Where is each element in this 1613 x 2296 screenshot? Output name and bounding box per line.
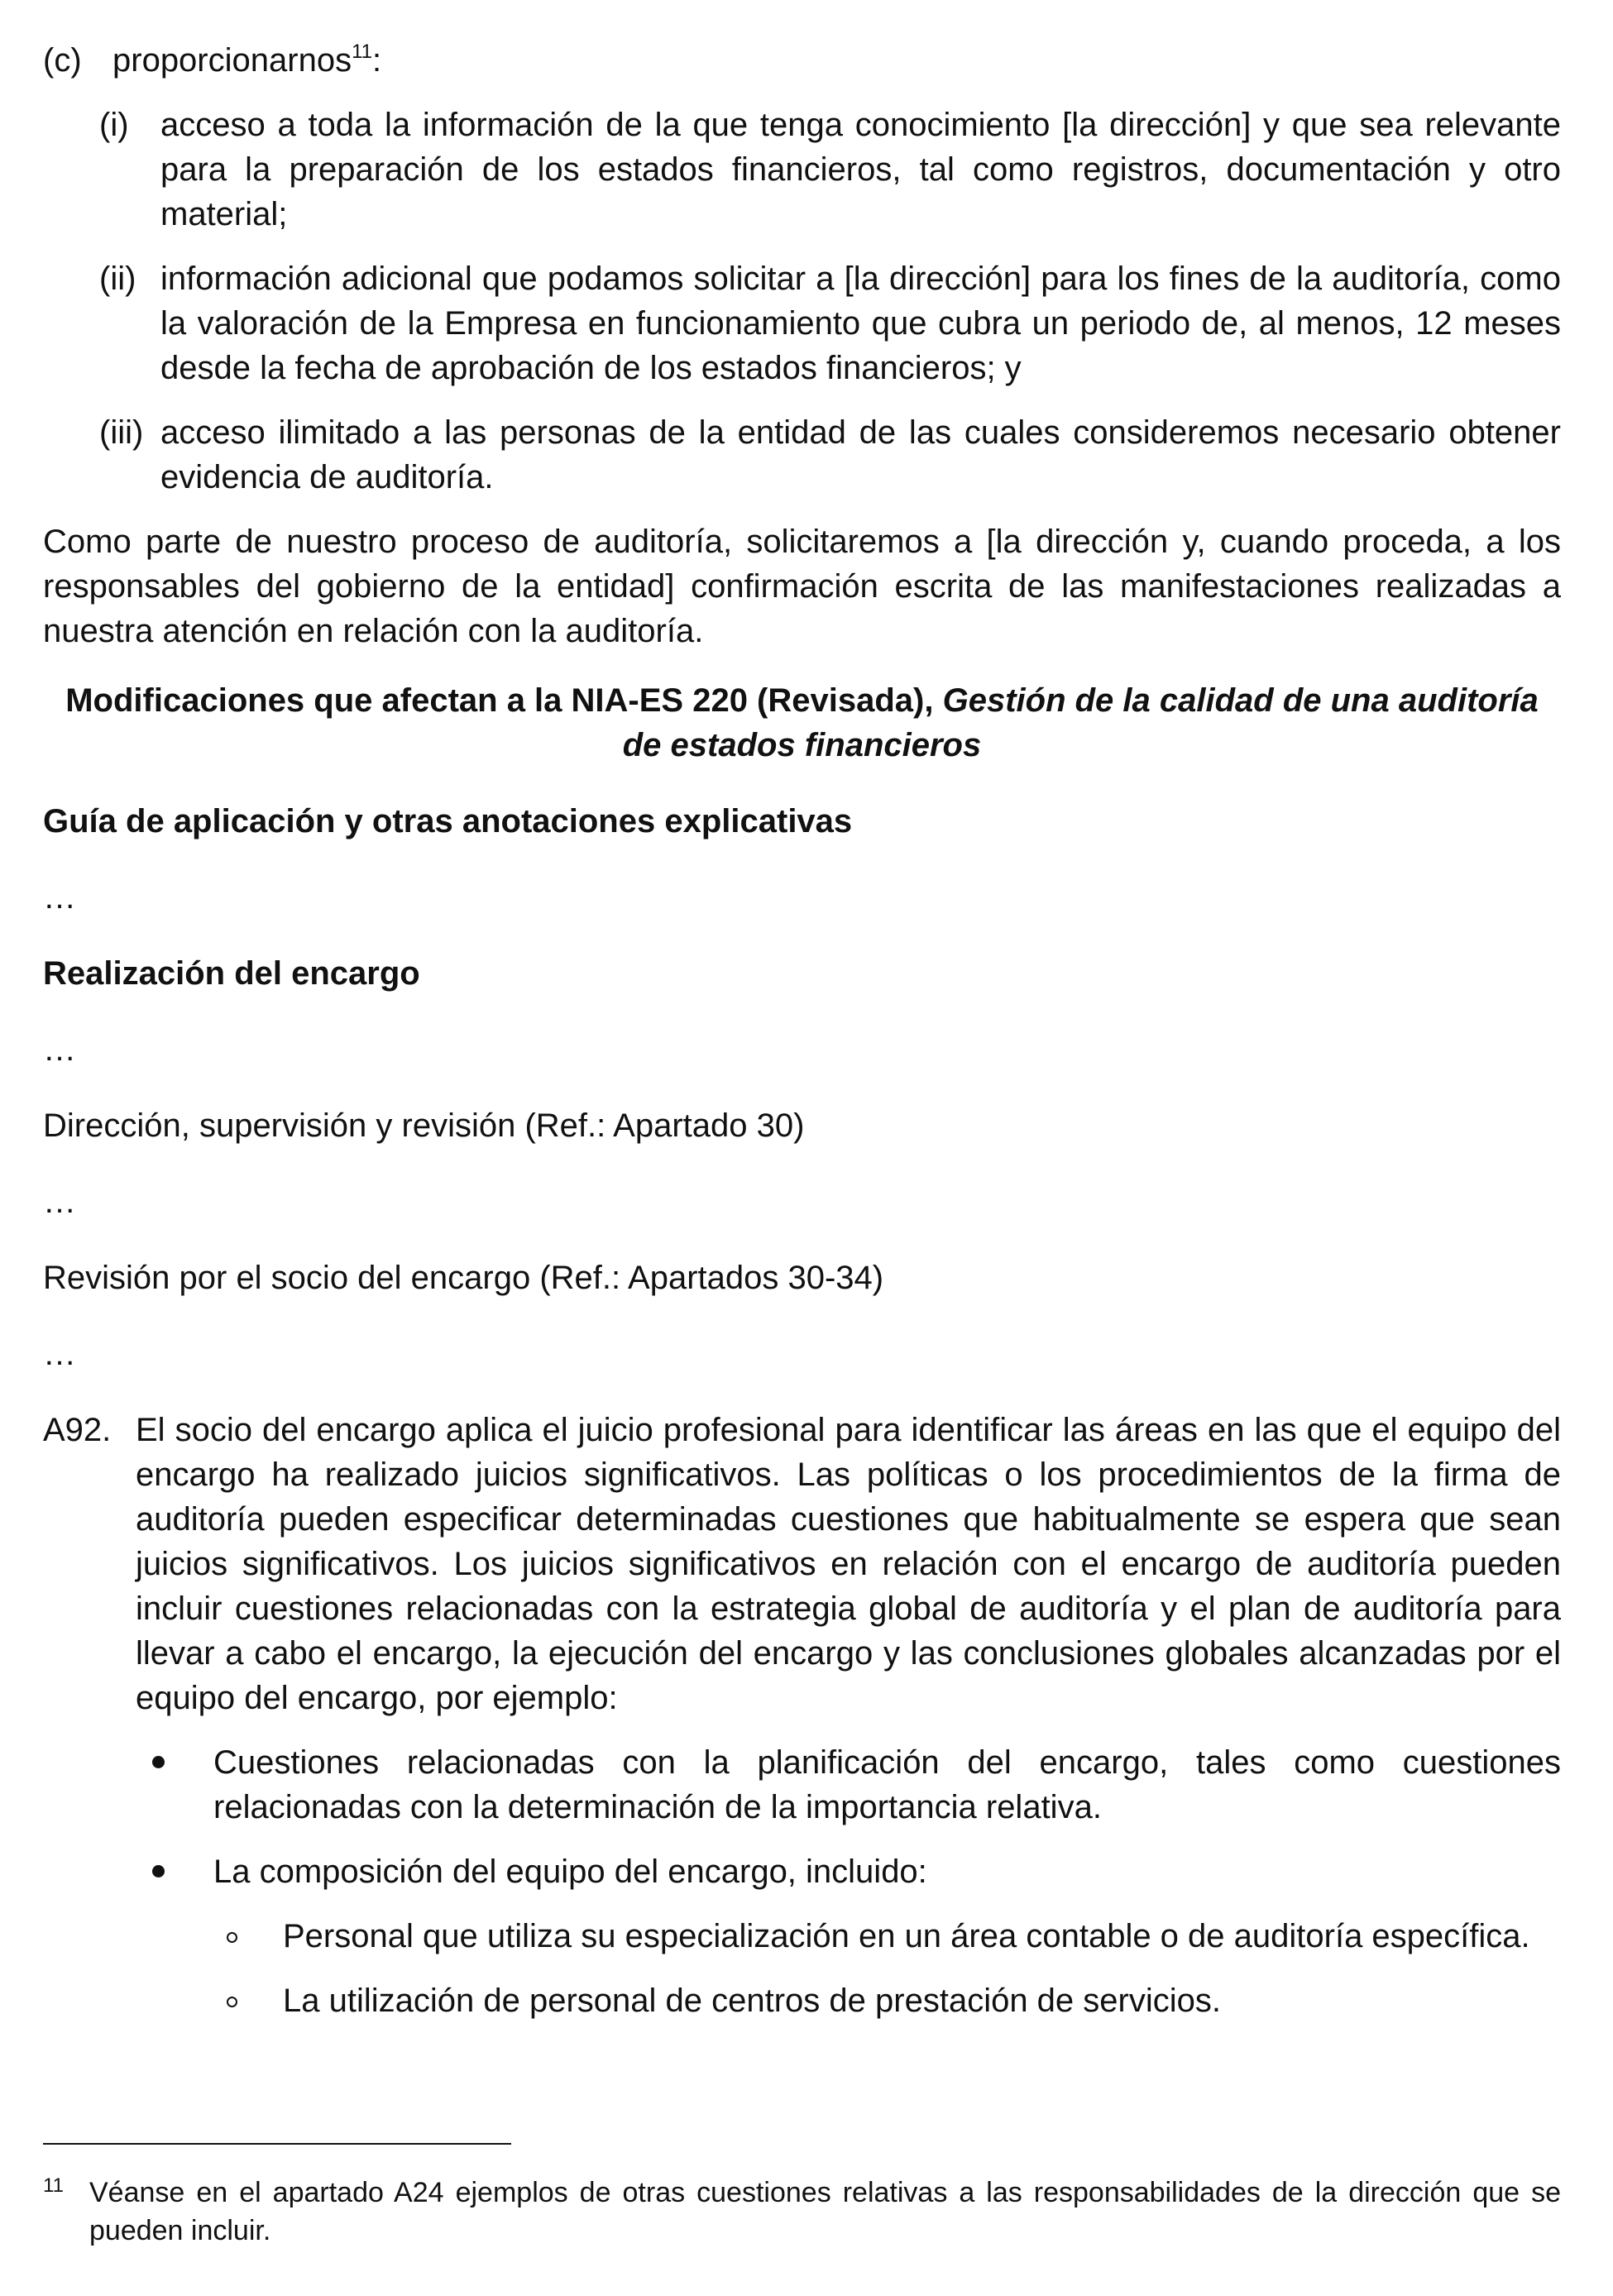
list-item-i <box>99 103 1561 237</box>
ellipsis: … <box>43 879 77 916</box>
list-item-text: información adicional que podamos solicitar a [la dirección] para los fines de la auditoría, como la valoración de la Empresa en funcionamiento que cubra un periodo de, al menos, 12 meses desde la fecha de aprobación de los estados financieros; y <box>160 261 1561 386</box>
bullet-text: La composición del equipo del encargo, incluido: <box>213 1854 927 1890</box>
line-direction-supervision: Dirección, supervisión y revisión (Ref.: Apartado 30) <box>43 1107 805 1144</box>
sub-bullet-item <box>213 1978 1561 2023</box>
footnote <box>43 2174 1561 2250</box>
paragraph-label: A92. <box>43 1412 112 1448</box>
list-label: (c) <box>43 42 82 79</box>
sub-bullet-item <box>213 1914 1561 1959</box>
section-heading: Modificaciones que afectan a la NIA-ES 220 (Revisada), Gestión de la calidad de una auditoría de estados financieros <box>65 682 1539 763</box>
bullet-item <box>136 1849 1561 1894</box>
paragraph-a92 <box>43 1408 1561 1720</box>
document-body <box>43 38 1561 2043</box>
bullet-text: Cuestiones relacionadas con la planificación del encargo, tales como cuestiones relacionadas con la determinación de la importancia relativa. <box>213 1744 1561 1825</box>
ellipsis: … <box>43 1184 77 1220</box>
list-item-text: acceso a toda la información de la que tenga conocimiento [la dirección] y que sea relevante para la preparación de los estados financieros, tal como registros, documentación y otro material; <box>160 107 1561 232</box>
subheading-engagement-performance: Realización del encargo <box>43 955 420 992</box>
ellipsis: … <box>43 1031 77 1068</box>
list-label: (ii) <box>99 261 136 297</box>
roman-list <box>99 103 1561 500</box>
list-item-ii <box>99 256 1561 390</box>
list-item-c <box>43 38 1561 83</box>
list-label: (iii) <box>99 414 144 451</box>
paragraph-confirmation: Como parte de nuestro proceso de auditoría, solicitaremos a [la dirección y, cuando proceda, a los responsables del gobierno de la entidad] confirmación escrita de las manifestaciones realizadas a nuestra atención en relación con la auditoría. <box>43 524 1561 649</box>
footnote-number: 11 <box>43 2174 64 2197</box>
line-partner-review: Revisión por el socio del encargo (Ref.: Apartados 30-34) <box>43 1260 884 1296</box>
list-item-text: acceso ilimitado a las personas de la entidad de las cuales consideremos necesario obtener evidencia de auditoría. <box>160 414 1561 495</box>
list-item-iii <box>99 410 1561 500</box>
footnote-separator <box>43 2143 511 2145</box>
ellipsis: … <box>43 1336 77 1372</box>
bullet-item <box>136 1740 1561 1830</box>
list-label: (i) <box>99 107 129 143</box>
footnote-reference[interactable]: 11 <box>352 41 372 63</box>
footnote-text: Véanse en el apartado A24 ejemplos de otras cuestiones relativas a las responsabilidades de la dirección que se pueden incluir. <box>89 2177 1561 2246</box>
sub-bullet-text: Personal que utiliza su especialización en un área contable o de auditoría específica. <box>283 1918 1530 1954</box>
bullet-list <box>136 1740 1561 2023</box>
sub-bullet-text: La utilización de personal de centros de prestación de servicios. <box>283 1983 1221 2019</box>
sub-bullet-list <box>213 1914 1561 2023</box>
list-item-text: proporcionarnos$^{11}$: <box>112 41 382 79</box>
paragraph-text: El socio del encargo aplica el juicio profesional para identificar las áreas en las que el equipo del encargo ha realizado juicios significativos. Las políticas o los procedimientos de la firma de auditoría pueden especificar determinadas cuestiones que habitualmente se espera que sean juicios significativos. Los juicios significativos en relación con el encargo de auditoría pueden incluir cuestiones relacionadas con la estrategia global de auditoría y el plan de auditoría para llevar a cabo el encargo, la ejecución del encargo y las conclusiones globales alcanzadas por el equipo del encargo, por ejemplo: <box>136 1412 1561 1716</box>
subheading-application-guide: Guía de aplicación y otras anotaciones explicativas <box>43 803 853 839</box>
